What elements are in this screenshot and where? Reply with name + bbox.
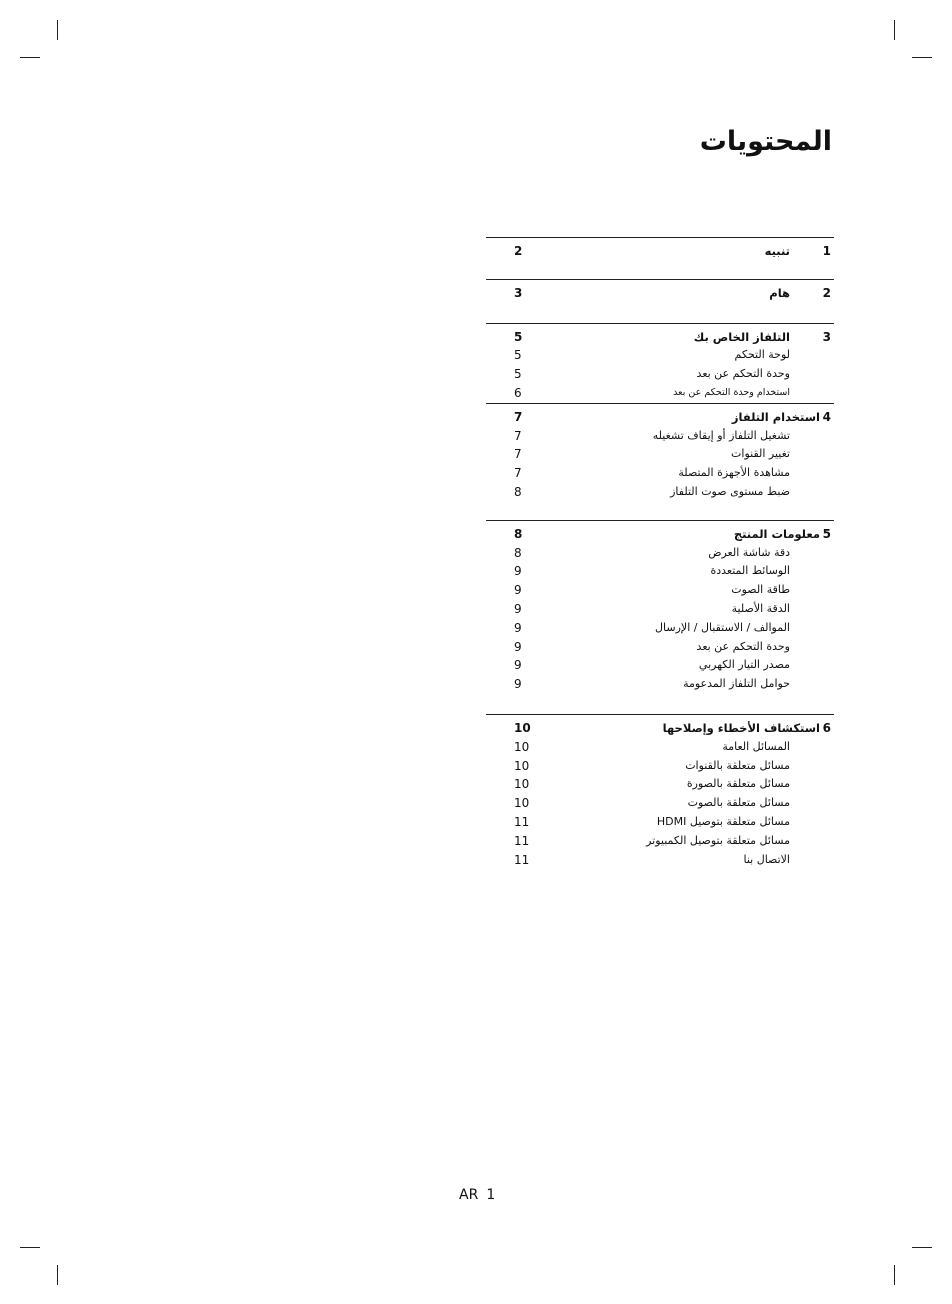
toc-section-heading[interactable]	[486, 328, 834, 347]
toc-page-number: 9	[514, 658, 522, 673]
toc-entry-label: مسائل متعلقة بتوصيل الكمبيوتر	[646, 833, 790, 847]
toc-entry[interactable]	[486, 346, 834, 365]
toc-entry[interactable]	[486, 365, 834, 384]
toc-page-number: 7	[514, 428, 522, 443]
toc-page-number: 8	[514, 526, 523, 541]
toc-entry-label: حوامل التلفاز المدعومة	[683, 677, 790, 691]
toc-page-number: 10	[514, 796, 530, 811]
toc-entry[interactable]	[486, 562, 834, 581]
toc-section-heading[interactable]	[486, 525, 834, 544]
toc-entry[interactable]	[486, 656, 834, 675]
toc-section	[486, 403, 834, 520]
toc-page-number: 11	[514, 852, 530, 867]
toc-entry-label: تغيير القنوات	[731, 447, 790, 461]
toc-entry-label: لوحة التحكم	[734, 348, 790, 362]
toc-entry-label: مسائل متعلقة بالقنوات	[685, 758, 790, 772]
toc-entry[interactable]	[486, 757, 834, 776]
toc-page-number: 9	[514, 639, 522, 654]
toc-entry[interactable]	[486, 384, 834, 403]
toc-entry[interactable]	[486, 794, 834, 813]
crop-mark	[894, 20, 895, 40]
crop-mark	[20, 1247, 40, 1248]
toc-entry[interactable]	[486, 832, 834, 851]
toc-section-number: 1	[822, 244, 831, 258]
toc-section	[486, 237, 834, 279]
toc-page-number: 2	[514, 244, 523, 258]
toc-entry[interactable]	[486, 581, 834, 600]
toc-section-heading[interactable]	[486, 719, 834, 738]
toc-section	[486, 520, 834, 714]
toc-page-number: 9	[514, 601, 522, 616]
footer-page-number: 1	[486, 1187, 496, 1203]
footer-language: AR	[459, 1187, 479, 1203]
crop-mark	[57, 1265, 58, 1285]
toc-entry[interactable]	[486, 813, 834, 832]
toc-entry[interactable]	[486, 427, 834, 446]
toc-entry-label: مسائل متعلقة بالصورة	[686, 777, 790, 791]
toc-section	[486, 714, 834, 869]
toc-entry-label: مصدر التيار الكهربي	[698, 658, 790, 672]
toc-page-number: 7	[514, 447, 522, 462]
toc-section-title: استخدام التلفاز	[731, 409, 820, 424]
toc-section-title: التلفاز الخاص بك	[693, 329, 790, 344]
crop-mark	[912, 57, 932, 58]
toc-entry-label: المسائل العامة	[722, 739, 790, 753]
toc-section-title: معلومات المنتج	[733, 526, 820, 541]
toc-page-number: 5	[514, 348, 522, 363]
toc-entry[interactable]	[486, 638, 834, 657]
toc-entry[interactable]	[486, 675, 834, 694]
toc-entry-label: طاقة الصوت	[731, 583, 790, 597]
toc-entry-label: ضبط مستوى صوت التلفاز	[670, 484, 790, 498]
crop-mark	[20, 57, 40, 58]
toc-section	[486, 279, 834, 323]
toc-page-number: 10	[514, 758, 530, 773]
toc-entry-label: مشاهدة الأجهزة المتصلة	[678, 466, 790, 480]
toc-entry-label: وحدة التحكم عن بعد	[696, 367, 790, 381]
toc-page-number: 3	[514, 285, 523, 300]
toc-entry-label: استخدام وحدة التحكم عن بعد	[673, 386, 790, 398]
toc-page-number: 11	[514, 814, 530, 829]
toc-entry-label: الموالف / الاستقبال / الإرسال	[655, 620, 790, 634]
toc-page-number: 9	[514, 583, 522, 598]
crop-mark	[57, 20, 58, 40]
toc-entry[interactable]	[486, 445, 834, 464]
toc-page-number: 5	[514, 367, 522, 382]
toc-section-number: 3	[822, 329, 831, 344]
toc-page-number: 8	[514, 545, 522, 560]
page-title: المحتويات	[699, 126, 832, 157]
toc-section	[486, 323, 834, 403]
toc-page-number: 10	[514, 720, 531, 735]
toc-page-number: 9	[514, 677, 522, 692]
toc-entry[interactable]	[486, 483, 834, 502]
toc-page-number: 6	[514, 385, 522, 400]
toc-page-number: 7	[514, 409, 523, 424]
toc-section-heading[interactable]	[486, 284, 834, 303]
crop-mark	[894, 1265, 895, 1285]
toc-section-heading[interactable]	[486, 242, 834, 261]
toc-entry-label: الوسائط المتعددة	[710, 564, 790, 578]
toc-entry-label: مسائل متعلقة بالصوت	[687, 796, 790, 810]
table-of-contents	[486, 237, 834, 869]
toc-page-number: 8	[514, 484, 522, 499]
toc-entry[interactable]	[486, 851, 834, 870]
toc-entry[interactable]	[486, 544, 834, 563]
toc-section-title: هام	[769, 285, 790, 300]
toc-section-number: 6	[822, 720, 831, 735]
toc-page-number: 9	[514, 564, 522, 579]
toc-page-number: 11	[514, 833, 530, 848]
toc-page-number: 5	[514, 329, 523, 344]
toc-entry-label: تشغيل التلفاز أو إيقاف تشغيله	[652, 428, 790, 442]
toc-entry[interactable]	[486, 464, 834, 483]
toc-entry[interactable]	[486, 619, 834, 638]
toc-entry[interactable]	[486, 600, 834, 619]
toc-entry-label: دقة شاشة العرض	[708, 545, 790, 559]
toc-section-number: 4	[822, 409, 831, 424]
toc-entry-label: وحدة التحكم عن بعد	[696, 639, 790, 653]
toc-page-number: 10	[514, 777, 530, 792]
toc-page-number: 7	[514, 466, 522, 481]
page-footer	[459, 1187, 503, 1203]
toc-entry-label: الاتصال بنا	[743, 852, 790, 866]
toc-section-heading[interactable]	[486, 408, 834, 427]
toc-section-number: 5	[822, 526, 831, 541]
toc-section-title: تنبيه	[764, 244, 790, 258]
toc-page-number: 10	[514, 739, 530, 754]
toc-entry-label: مسائل متعلقة بتوصيل HDMI	[656, 814, 790, 828]
crop-mark	[912, 1247, 932, 1248]
toc-section-title: استكشاف الأخطاء وإصلاحها	[662, 720, 820, 735]
toc-section-number: 2	[822, 285, 831, 300]
toc-entry[interactable]	[486, 738, 834, 757]
toc-entry[interactable]	[486, 775, 834, 794]
toc-entry-label: الدقة الأصلية	[731, 601, 790, 615]
toc-page-number: 9	[514, 620, 522, 635]
